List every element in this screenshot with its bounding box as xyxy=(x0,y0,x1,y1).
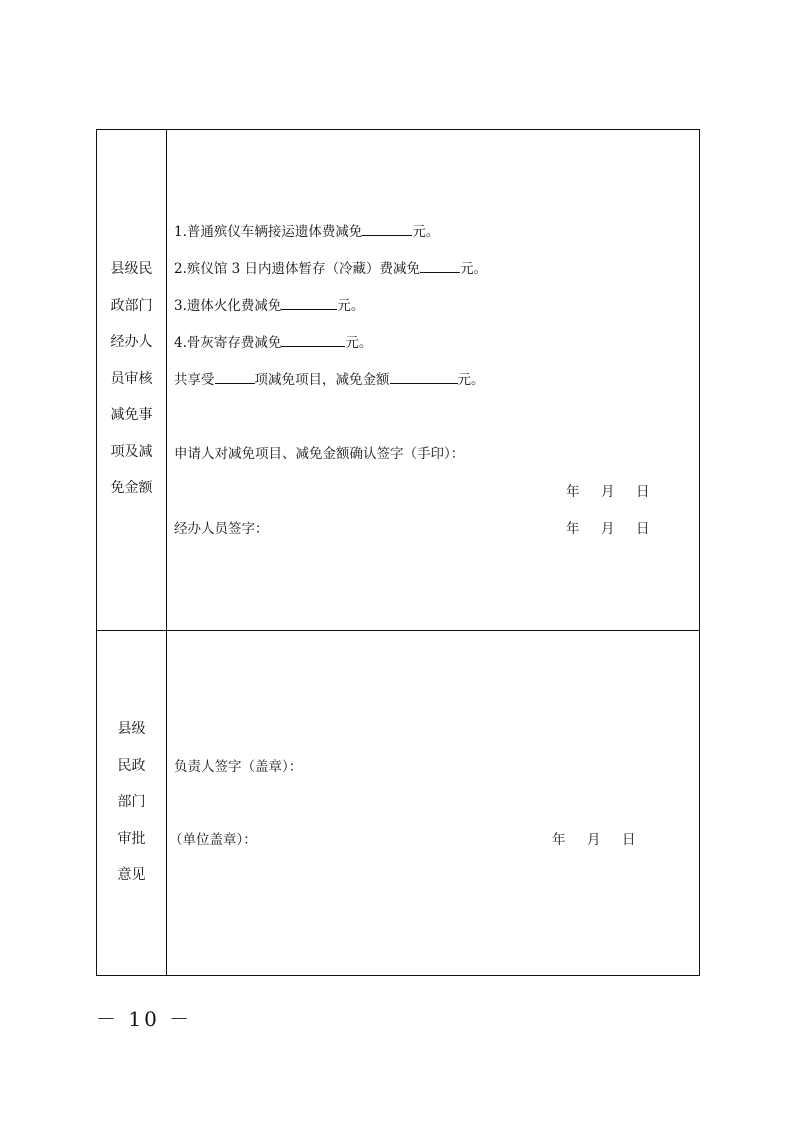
form-table xyxy=(96,129,700,976)
item2-blank[interactable] xyxy=(420,258,460,273)
item1-line xyxy=(174,221,439,242)
year-label: 年 xyxy=(566,521,580,537)
section1-label-line: 员审核 xyxy=(110,370,153,387)
applicant-confirm: 申请人对减免项目、减免金额确认签字（手印）： xyxy=(174,446,465,462)
month-label: 月 xyxy=(601,484,615,500)
section2-label-line: 民政 xyxy=(117,757,146,774)
item1-blank[interactable] xyxy=(362,221,412,236)
unit-yuan: 元。 xyxy=(345,335,373,351)
total-prefix: 共享受 xyxy=(174,372,215,388)
item3-line xyxy=(174,295,364,316)
year-label: 年 xyxy=(566,484,580,500)
item4-blank[interactable] xyxy=(281,332,345,347)
unit-yuan: 元。 xyxy=(460,261,488,277)
day-label: 日 xyxy=(622,832,636,848)
column-divider xyxy=(166,130,167,975)
year-label: 年 xyxy=(552,832,566,848)
section2-label xyxy=(97,711,166,894)
handler-sign: 经办人员签字： xyxy=(174,521,269,537)
item1-text: 1.普通殡仪车辆接运遗体费减免 xyxy=(174,224,363,240)
unit-yuan: 元。 xyxy=(457,372,485,388)
item3-text: 3.遗体火化费减免 xyxy=(174,298,282,314)
total-line xyxy=(174,369,485,390)
unit-yuan: 元。 xyxy=(337,298,365,314)
item3-blank[interactable] xyxy=(281,295,337,310)
unit-yuan: 元。 xyxy=(412,224,440,240)
section1-label-line: 县级民 xyxy=(110,261,153,277)
item4-text: 4.骨灰寄存费减免 xyxy=(174,335,282,351)
day-label: 日 xyxy=(636,484,650,500)
item2-line xyxy=(174,258,487,279)
section1-label-line: 项及减 xyxy=(110,443,153,460)
section1-label-line: 经办人 xyxy=(110,334,153,350)
section2-label-line: 县级 xyxy=(117,721,146,737)
item4-line xyxy=(174,332,372,353)
section2-label-line: 意见 xyxy=(117,867,146,883)
section2-label-line: 部门 xyxy=(117,794,146,810)
section1-label xyxy=(97,251,166,507)
day-label: 日 xyxy=(636,521,650,537)
section2-label-line: 审批 xyxy=(117,830,146,847)
month-label: 月 xyxy=(587,832,601,848)
section1-label-line: 免金额 xyxy=(110,480,153,496)
section1-label-line: 政部门 xyxy=(110,297,153,314)
section1-label-line: 减免事 xyxy=(110,407,153,423)
unit-seal: （单位盖章）： xyxy=(169,832,257,848)
month-label: 月 xyxy=(601,521,615,537)
item2-text: 2.殡仪馆 3 日内遗体暂存（冷藏）费减免 xyxy=(174,261,421,277)
page-number: － 10 － xyxy=(96,1007,193,1031)
total-middle: 项减免项目，减免金额 xyxy=(254,372,390,388)
responsible-sign: 负责人签字（盖章）： xyxy=(174,759,303,775)
total-count-blank[interactable] xyxy=(215,369,255,384)
row-divider xyxy=(97,630,699,631)
total-amount-blank[interactable] xyxy=(390,369,458,384)
